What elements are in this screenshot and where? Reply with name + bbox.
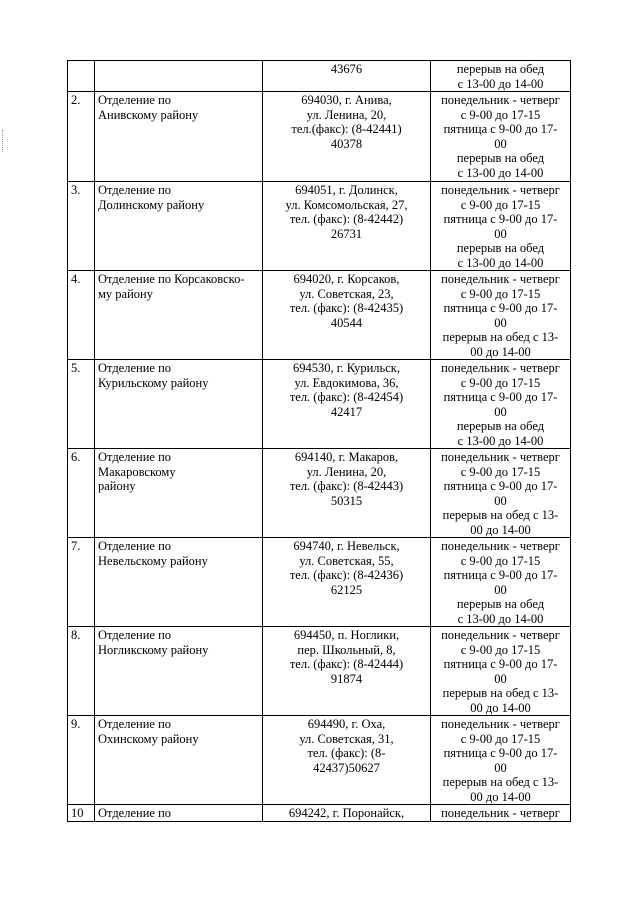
office-address-line: ул. Евдокимова, 36, (294, 375, 399, 390)
office-hours-line: понедельник - четверг (441, 450, 560, 464)
office-hours-line: пятница с 9-00 до 17- (443, 479, 558, 493)
row-number-text: 10 (71, 806, 84, 820)
office-address-line: тел.(факс): (8-42441) (291, 122, 402, 136)
office-address-line: 40378 (330, 136, 363, 151)
scan-artifact (2, 130, 5, 152)
row-number-text: 8. (71, 628, 81, 642)
office-hours-line: перерыв на обед с 13- (442, 775, 559, 789)
office-address-line: ул. Комсомольская, 27, (285, 197, 408, 212)
row-number-text: 3. (71, 183, 81, 197)
office-address-line: 40544 (330, 315, 363, 330)
office-address-line: тел. (факс): (8-42435) (289, 301, 404, 315)
office-address-line: 694051, г. Долинск, (295, 183, 398, 197)
office-hours-line: перерыв на обед с 13- (442, 508, 559, 522)
table-row (68, 92, 571, 182)
office-address-line: тел. (факс): (8- (307, 746, 386, 760)
office-address (263, 538, 431, 627)
table-row (68, 271, 571, 360)
office-hours (431, 716, 571, 805)
office-hours (431, 271, 571, 360)
row-number-text: 9. (71, 717, 81, 731)
office-address-line: 694450, п. Ноглики, (293, 628, 400, 642)
office-address (263, 61, 431, 92)
row-number (68, 716, 95, 805)
office-hours-line: с 13-00 до 14-00 (457, 255, 544, 270)
office-address (263, 716, 431, 805)
office-address-line: ул. Советская, 31, (299, 731, 394, 746)
office-name-line: Отделение по (98, 450, 172, 464)
office-address-line: 50315 (330, 493, 363, 508)
office-name-line: Анивскому району (98, 107, 199, 122)
office-name-line: му району (98, 286, 153, 301)
office-name (95, 627, 263, 716)
office-address-line: ул. Советская, 55, (299, 553, 394, 568)
office-name (95, 449, 263, 538)
table-row (68, 805, 571, 822)
office-name-line: Отделение по (98, 806, 172, 820)
row-number (68, 627, 95, 716)
row-number (68, 805, 95, 822)
office-hours-line: пятница с 9-00 до 17- (443, 390, 558, 404)
row-number (68, 61, 95, 92)
office-hours-line: 00 до 14-00 (470, 789, 531, 804)
office-name (95, 271, 263, 360)
office-hours-line: с 13-00 до 14-00 (457, 611, 544, 626)
office-hours-line: понедельник - четверг (441, 539, 560, 553)
office-hours-line: 00 (494, 493, 507, 508)
row-number (68, 360, 95, 449)
office-name-line: Отделение по (98, 93, 172, 107)
office-address-line: 694242, г. Поронайск, (288, 806, 405, 820)
office-hours-line: перерыв на обед (456, 151, 545, 165)
office-hours-line: 00 (494, 315, 507, 330)
office-hours-line: 00 до 14-00 (470, 522, 531, 537)
office-hours (431, 627, 571, 716)
office-address-line: ул. Ленина, 20, (306, 107, 387, 122)
office-hours-line: перерыв на обед с 13- (442, 686, 559, 700)
office-hours (431, 449, 571, 538)
office-hours-line: с 9-00 до 17-15 (460, 375, 541, 390)
office-address-line: пер. Школьный, 8, (297, 642, 396, 657)
row-number-text: 5. (71, 361, 81, 375)
office-name (95, 92, 263, 182)
offices-table-body (68, 61, 571, 822)
office-hours-line: пятница с 9-00 до 17- (443, 122, 558, 136)
office-hours-line: 00 (494, 582, 507, 597)
office-hours-line: с 9-00 до 17-15 (460, 197, 541, 212)
office-address (263, 182, 431, 271)
row-number-text: 4. (71, 272, 81, 286)
office-hours-line: перерыв на обед с 13- (442, 330, 559, 344)
office-address (263, 805, 431, 822)
office-name (95, 182, 263, 271)
office-hours-line: пятница с 9-00 до 17- (443, 301, 558, 315)
office-address-line: 42437)50627 (313, 760, 380, 775)
office-hours-line: 00 (494, 760, 507, 775)
office-hours (431, 805, 571, 822)
office-hours (431, 182, 571, 271)
office-hours-line: с 9-00 до 17-15 (460, 553, 541, 568)
office-address-line: тел. (факс): (8-42443) (289, 479, 404, 493)
office-address-line: 26731 (330, 226, 363, 241)
office-name-line: Отделение по (98, 539, 172, 553)
office-hours-line: 00 до 14-00 (470, 344, 531, 359)
office-hours-line: перерыв на обед (456, 419, 545, 433)
row-number-text: 2. (71, 93, 81, 107)
offices-table (67, 60, 571, 822)
office-address (263, 360, 431, 449)
office-hours (431, 92, 571, 182)
office-hours-line: пятница с 9-00 до 17- (443, 212, 558, 226)
office-hours-line: с 9-00 до 17-15 (460, 731, 541, 746)
office-address (263, 449, 431, 538)
office-name-line: Охинскому району (98, 731, 199, 746)
office-hours-line: с 9-00 до 17-15 (460, 464, 541, 479)
table-row (68, 61, 571, 92)
office-address (263, 271, 431, 360)
table-row (68, 182, 571, 271)
office-name-line: Ногликскому району (98, 642, 209, 657)
office-name-line: Отделение по (98, 361, 172, 375)
office-hours (431, 538, 571, 627)
table-row (68, 716, 571, 805)
office-name-line: району (98, 479, 136, 493)
office-address-line: тел. (факс): (8-42444) (289, 657, 404, 671)
office-hours-line: с 9-00 до 17-15 (460, 107, 541, 122)
office-hours-line: понедельник - четверг (441, 183, 560, 197)
office-hours-line: 00 (494, 404, 507, 419)
office-name-line: Курильскому району (98, 375, 209, 390)
office-hours-line: пятница с 9-00 до 17- (443, 568, 558, 582)
office-name (95, 716, 263, 805)
office-hours-line: понедельник - четверг (441, 93, 560, 107)
row-number (68, 92, 95, 182)
office-name-line: Невельскому району (98, 553, 208, 568)
office-name-line: Отделение по (98, 717, 172, 731)
table-row (68, 538, 571, 627)
office-address-line: 694740, г. Невельск, (293, 539, 400, 553)
office-hours-line: понедельник - четверг (441, 361, 560, 375)
office-hours-line: 00 до 14-00 (470, 700, 531, 715)
row-number (68, 271, 95, 360)
office-address-line: ул. Советская, 23, (299, 286, 394, 301)
office-hours-line: 00 (494, 226, 507, 241)
office-address-line: 694140, г. Макаров, (294, 450, 399, 464)
table-row (68, 627, 571, 716)
office-address (263, 627, 431, 716)
office-name (95, 805, 263, 822)
row-number (68, 449, 95, 538)
office-hours-line: пятница с 9-00 до 17- (443, 746, 558, 760)
office-name-line: Макаровскому (98, 464, 176, 479)
office-hours-line: 00 (494, 671, 507, 686)
office-hours-line: с 9-00 до 17-15 (460, 286, 541, 301)
office-address-line: 694030, г. Анива, (301, 93, 392, 107)
office-hours-line: понедельник - четверг (441, 806, 560, 820)
office-address-line: 62125 (330, 582, 363, 597)
office-hours-line: с 13-00 до 14-00 (457, 76, 544, 91)
office-hours-line: с 13-00 до 14-00 (457, 433, 544, 448)
office-hours-line: 00 (494, 136, 507, 151)
table-row (68, 360, 571, 449)
office-address (263, 92, 431, 182)
office-name-line: Отделение по (98, 628, 172, 642)
office-name (95, 61, 263, 92)
office-hours-line: перерыв на обед (456, 241, 545, 255)
office-address-line: ул. Ленина, 20, (306, 464, 387, 479)
office-hours-line: понедельник - четверг (441, 717, 560, 731)
office-address-line: 694490, г. Оха, (307, 717, 386, 731)
row-number (68, 538, 95, 627)
office-hours (431, 360, 571, 449)
office-address-line: тел. (факс): (8-42436) (289, 568, 404, 582)
office-name (95, 360, 263, 449)
table-row (68, 449, 571, 538)
row-number-text: 7. (71, 539, 81, 553)
office-hours-line: перерыв на обед (456, 597, 545, 611)
office-hours (431, 61, 571, 92)
office-hours-line: перерыв на обед (456, 62, 545, 76)
office-name (95, 538, 263, 627)
office-name-line: Отделение по Корсаковско- (98, 272, 245, 286)
office-name-line: Долинскому району (98, 197, 205, 212)
office-address-line: 694020, г. Корсаков, (293, 272, 400, 286)
office-address-line: 43676 (330, 62, 363, 76)
office-hours-line: пятница с 9-00 до 17- (443, 657, 558, 671)
office-name-line: Отделение по (98, 183, 172, 197)
office-hours-line: понедельник - четверг (441, 628, 560, 642)
office-address-line: 694530, г. Курильск, (293, 361, 400, 375)
office-hours-line: с 9-00 до 17-15 (460, 642, 541, 657)
office-hours-line: с 13-00 до 14-00 (457, 165, 544, 180)
office-address-line: тел. (факс): (8-42454) (289, 390, 404, 404)
row-number (68, 182, 95, 271)
office-hours-line: понедельник - четверг (441, 272, 560, 286)
row-number-text: 6. (71, 450, 81, 464)
office-address-line: тел. (факс): (8-42442) (289, 212, 404, 226)
office-address-line: 91874 (330, 671, 363, 686)
office-address-line: 42417 (330, 404, 363, 419)
